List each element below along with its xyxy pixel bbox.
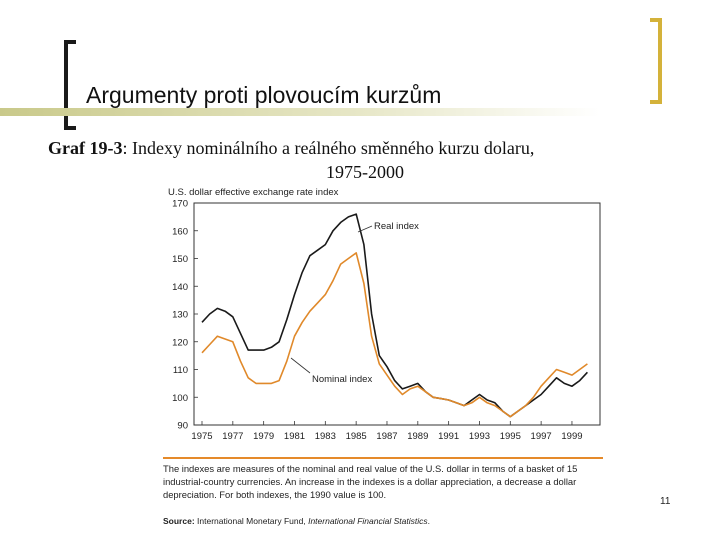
chart-source [163, 516, 430, 526]
y-tick-label: 120 [172, 337, 188, 349]
right-bracket-decoration [650, 18, 662, 104]
graph-heading-text: : Indexy nominálního a reálného směnného kurzu dolaru, [122, 138, 535, 158]
x-tick-label: 1997 [530, 431, 552, 442]
page-number: 11 [660, 496, 671, 507]
y-tick-label: 100 [172, 392, 188, 404]
source-end: . [427, 516, 430, 526]
x-tick-label: 1981 [283, 431, 306, 442]
chart-title: U.S. dollar effective exchange rate index [168, 187, 339, 198]
x-axis [191, 421, 582, 442]
x-tick-label: 1979 [253, 431, 275, 442]
graph-label: Graf 19-3 [48, 138, 123, 158]
x-tick-label: 1991 [438, 431, 460, 442]
y-tick-label: 160 [172, 226, 188, 238]
real-index-label: Real index [374, 221, 419, 232]
source-italic: International Financial Statistics [308, 516, 428, 526]
annotations [291, 221, 419, 385]
nominal-index-leader [291, 358, 310, 373]
x-tick-label: 1989 [407, 431, 429, 442]
source-label: Source: [163, 516, 195, 526]
graph-heading-years: 1975-2000 [326, 162, 404, 182]
graph-heading-line1 [48, 138, 534, 159]
y-tick-label: 90 [177, 420, 188, 432]
source-text: International Monetary Fund, [197, 516, 309, 526]
y-tick-label: 150 [172, 254, 188, 265]
x-tick-label: 1987 [376, 431, 398, 442]
nominal-index-line [202, 253, 587, 417]
plot-frame [194, 203, 600, 425]
x-tick-label: 1985 [345, 431, 367, 442]
x-tick-label: 1995 [499, 431, 521, 442]
x-tick-label: 1983 [314, 431, 336, 442]
x-tick-label: 1999 [561, 431, 583, 442]
title-underline [0, 108, 600, 116]
caption-divider [163, 457, 603, 459]
y-tick-label: 130 [172, 309, 188, 321]
x-tick-label: 1993 [468, 431, 491, 442]
left-bracket-decoration [64, 40, 76, 130]
x-tick-label: 1977 [222, 431, 244, 442]
y-tick-label: 110 [172, 365, 188, 376]
nominal-index-label: Nominal index [312, 374, 373, 385]
y-tick-label: 140 [172, 281, 188, 293]
x-tick-label: 1975 [191, 431, 213, 442]
slide-title: Argumenty proti plovoucím kurzům [86, 82, 442, 108]
y-tick-label: 170 [172, 198, 188, 210]
chart-caption: The indexes are measures of the nominal and real value of the U.S. dollar in terms of a basket of 15 industrial-country currencies. An increase in the indexes is a dollar appreciation, a decrease a dollar depreciation. For both indexes, the 1990 value is 100. [163, 463, 578, 500]
series-group [202, 214, 587, 417]
